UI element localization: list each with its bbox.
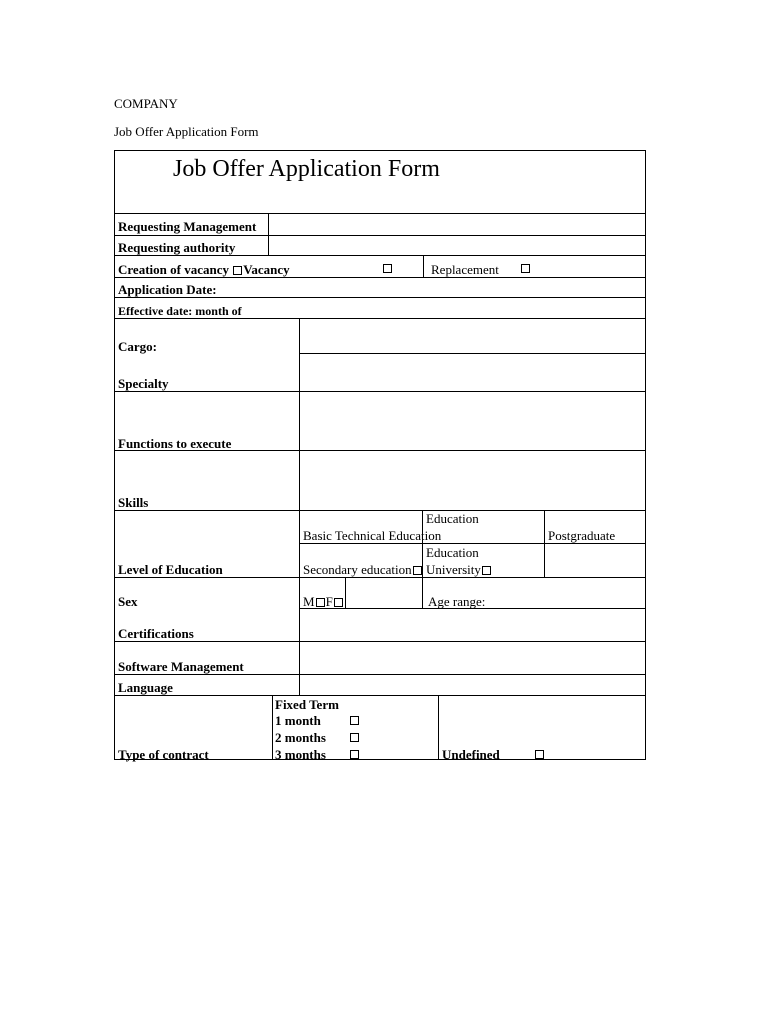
sex-options <box>303 594 344 609</box>
undefined-checkbox[interactable] <box>535 750 544 759</box>
university-checkbox[interactable] <box>482 566 491 575</box>
certifications-label: Certifications <box>118 626 194 641</box>
column-divider <box>423 255 424 277</box>
company-name: COMPANY <box>114 96 178 111</box>
skills-label: Skills <box>118 495 149 510</box>
undefined-label: Undefined <box>442 747 500 762</box>
type-of-contract-label: Type of contract <box>118 747 209 762</box>
row-divider <box>115 510 645 511</box>
age-range-label: Age range: <box>428 594 486 609</box>
column-divider <box>438 695 439 759</box>
three-months-checkbox[interactable] <box>350 750 359 759</box>
software-management-label: Software Management <box>118 659 244 674</box>
row-divider <box>115 391 645 392</box>
row-divider <box>115 255 645 256</box>
two-months-checkbox[interactable] <box>350 733 359 742</box>
two-months-label: 2 months <box>275 730 326 745</box>
fixed-term-label: Fixed Term <box>275 697 339 712</box>
row-divider <box>115 277 645 278</box>
row-divider <box>115 297 645 298</box>
row-divider <box>299 353 645 354</box>
level-of-education-label: Level of Education <box>118 562 223 577</box>
cargo-label: Cargo: <box>118 339 157 354</box>
three-months-label: 3 months <box>275 747 326 762</box>
row-divider <box>115 641 645 642</box>
column-divider <box>345 577 346 608</box>
form-title: Job Offer Application Form <box>173 156 440 182</box>
education-option-label: Education <box>426 511 479 526</box>
sex-f-checkbox[interactable] <box>334 598 343 607</box>
postgraduate-option: Postgraduate <box>548 528 616 543</box>
effective-date-label: Effective date: month of <box>118 304 242 318</box>
one-month-label: 1 month <box>275 713 321 728</box>
column-divider <box>272 695 273 759</box>
specialty-label: Specialty <box>118 376 169 391</box>
basic-technical-education-option: Basic Technical Education <box>303 528 442 543</box>
replacement-checkbox[interactable] <box>521 264 530 273</box>
column-divider <box>422 510 423 608</box>
language-label: Language <box>118 680 173 695</box>
secondary-education-option: Secondary education <box>303 562 423 577</box>
university-option: University <box>426 562 492 577</box>
requesting-authority-label: Requesting authority <box>118 240 236 255</box>
column-divider <box>268 213 269 255</box>
secondary-education-checkbox[interactable] <box>413 566 422 575</box>
sex-f-label: F <box>325 594 333 609</box>
sex-m-label: M <box>303 594 315 609</box>
row-divider <box>115 235 645 236</box>
vacancy-label: Vacancy <box>243 262 290 277</box>
row-divider <box>115 674 645 675</box>
sex-m-checkbox[interactable] <box>316 598 325 607</box>
replacement-label: Replacement <box>431 262 499 277</box>
creation-of-vacancy-checkbox[interactable] <box>233 266 242 275</box>
vacancy-checkbox[interactable] <box>383 264 392 273</box>
one-month-checkbox[interactable] <box>350 716 359 725</box>
row-divider <box>115 695 645 696</box>
row-divider <box>299 543 645 544</box>
requesting-management-label: Requesting Management <box>118 219 257 234</box>
column-divider <box>299 318 300 695</box>
application-form-table <box>114 150 646 760</box>
row-divider <box>115 213 645 214</box>
education-option-label: Education <box>426 545 479 560</box>
application-date-label: Application Date: <box>118 282 217 297</box>
column-divider <box>544 510 545 577</box>
sex-label: Sex <box>118 594 138 609</box>
row-divider <box>115 577 645 578</box>
creation-of-vacancy-label: Creation of vacancy Vacancy <box>118 262 290 277</box>
document-title: Job Offer Application Form <box>114 124 259 139</box>
functions-label: Functions to execute <box>118 436 232 451</box>
